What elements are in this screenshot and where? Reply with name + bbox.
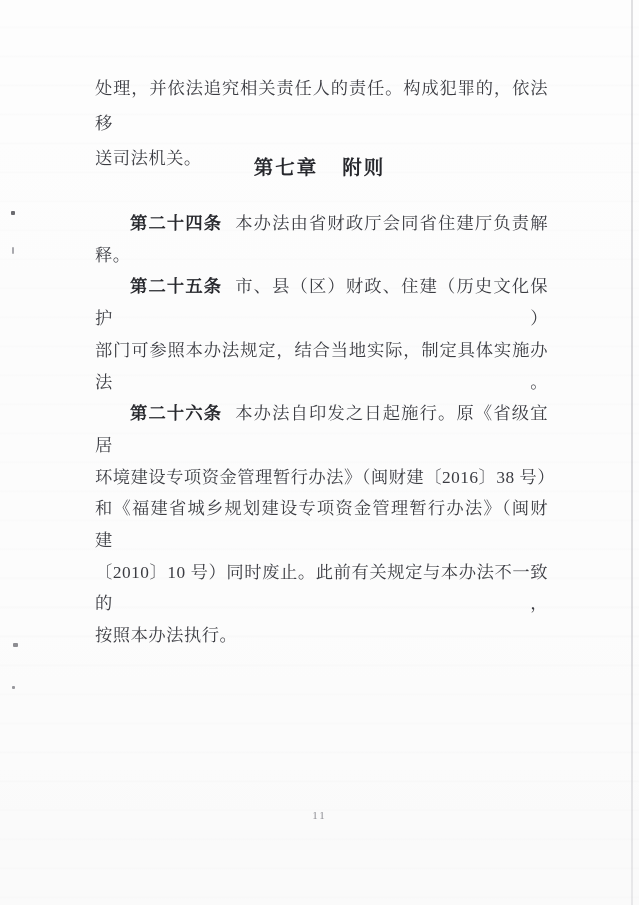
articles-block	[95, 208, 555, 652]
article-26-line-1	[95, 398, 548, 461]
chapter-heading	[0, 152, 639, 180]
chapter-number: 第七章	[253, 157, 319, 179]
scan-speck-artifact	[12, 686, 15, 689]
article-26-line-5: 按照本办法执行。	[95, 626, 238, 646]
article-25-term: 第二十五条	[130, 276, 223, 297]
article-24-line-2: 释。	[95, 245, 131, 265]
article-26-line-4: 〔2010〕10 号）同时废止。此前有关规定与本办法不一致的，	[95, 562, 548, 614]
scan-speck-artifact	[11, 211, 15, 215]
article-26-term: 第二十六条	[130, 403, 223, 424]
article-24-term: 第二十四条	[130, 213, 223, 233]
paragraph-line: 送司法机关。	[95, 149, 202, 168]
article-26-line-3: 和《福建省城乡规划建设专项资金管理暂行办法》（闽财建	[95, 499, 548, 551]
scan-edge-line-artifact	[631, 0, 633, 905]
article-26-text: 本办法自印发之日起施行。原《省级宜居	[95, 404, 548, 455]
paragraph-line: 处理，并依法追究相关责任人的责任。构成犯罪的，依法移	[95, 79, 548, 133]
page-number: 11	[312, 810, 327, 822]
article-24-line-1	[95, 208, 548, 240]
article-25-text: 市、县（区）财政、住建（历史文化保护）	[95, 277, 548, 329]
article-25-line-2: 部门可参照本办法规定，结合当地实际，制定具体实施办法。	[95, 340, 548, 392]
article-24-text: 本办法由省财政厅会同省住建厅负责解	[235, 214, 548, 233]
scan-speck-artifact	[12, 247, 14, 254]
article-25-line-1	[95, 271, 548, 334]
chapter-title: 附则	[342, 157, 386, 179]
article-26-line-2: 环境建设专项资金管理暂行办法》（闽财建〔2016〕38 号）	[95, 467, 555, 487]
scan-speck-artifact	[13, 643, 18, 647]
